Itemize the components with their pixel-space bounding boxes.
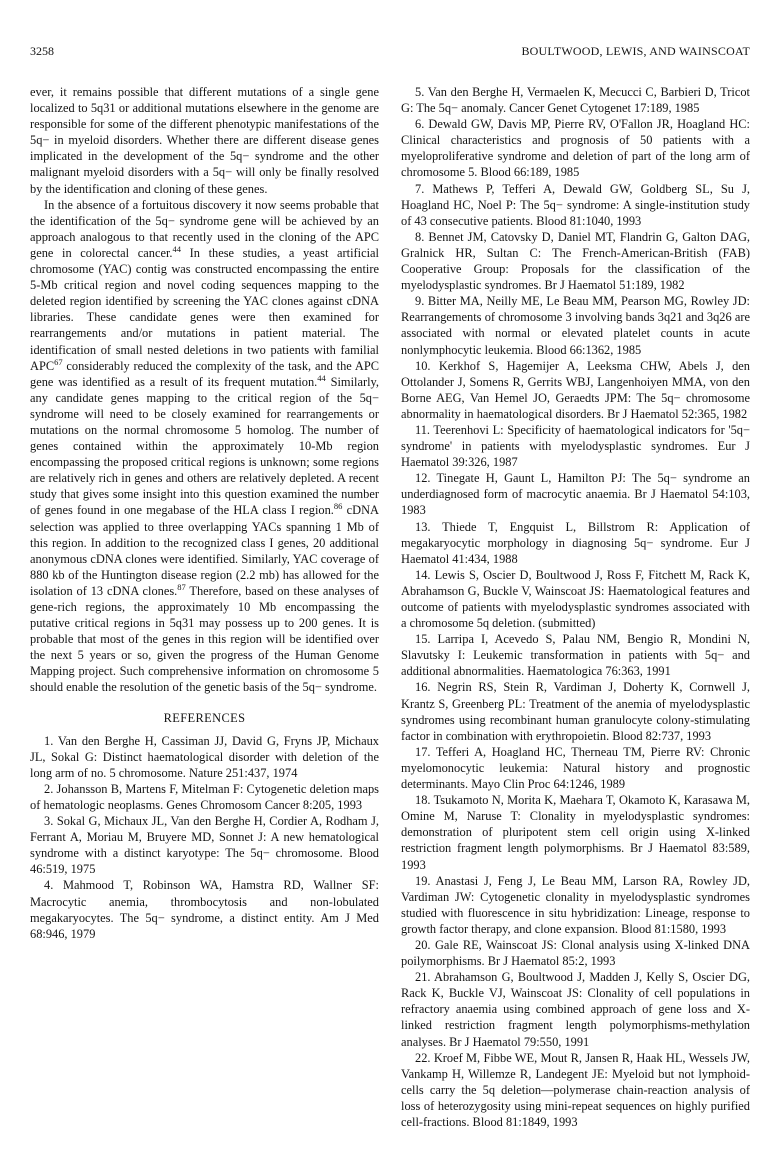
left-column [30,84,379,942]
reference-item: 17. Tefferi A, Hoagland HC, Therneau TM, Pierre RV: Chronic myelomonocytic leukemia: Natural history and prognostic determinants. Mayo Clin Proc 64:1246, 1989 [401,744,750,792]
reference-item: 15. Larripa I, Acevedo S, Palau NM, Bengio R, Mondini N, Slavutsky I: Leukemic transformation in patients with 5q− and additional abnormalities. Haematologica 76:363, 1991 [401,632,750,679]
references-list-right [401,84,750,1130]
citation-superscript: 87 [177,581,186,592]
page-header [30,44,750,58]
reference-item: 22. Kroef M, Fibbe WE, Mout R, Jansen R, Haak HL, Wessels JW, Vankamp H, Willemze R, Landegent JE: Myeloid but not lymphoid-cells carry the 5q deletion—polymerase chain-reaction analysis of loss of heterozygosity using mini-repeat sequences on highly purified cell-fractions. Blood 81:1849, 1993 [401,1050,750,1129]
references-list-left [30,733,379,942]
reference-item: 9. Bitter MA, Neilly ME, Le Beau MM, Pearson MG, Rowley JD: Rearrangements of chromosome 3 involving bands 3q21 and 3q26 are associated with normal or elevated platelet counts in acute nonlymphocytic leukemia. Blood 66:1362, 1985 [401,294,750,357]
reference-item: 2. Johansson B, Martens F, Mitelman F: Cytogenetic deletion maps of hematologic neoplasms. Genes Chromosom Cancer 8:205, 1993 [30,781,379,812]
reference-item: 13. Thiede T, Engquist L, Billstrom R: Application of megakaryocytic morphology in diagnosing 5q− syndrome. Eur J Haematol 41:434, 1988 [401,519,750,566]
reference-item: 10. Kerkhof S, Hagemijer A, Leeksma CHW, Abels J, den Ottolander J, Somens R, Gerrits WBJ, Langenhoiyen MMA, von den Borne AEG, Van Hemel JO, Geraedts JPM: The 5q− chromosome abnormality in haematological disorders. Br J Haematol 52:365, 1982 [401,358,750,421]
paragraph: In the absence of a fortuitous discovery it now seems probable that the identification of the 5q− syndrome gene will be achieved by an approach analogous to that recently used in the cloning of the APC gene in colorectal cancer.$^{44}$ In these studies, a yeast artificial chromosome (YAC) contig was constructed encompassing the entire 5-Mb critical region and novel coding sequences mapping to the deleted region identified by screening the YAC clones against cDNA libraries. These candidate genes were then examined for rearrangements and/or mutations in patient material. The identification of small nested deletions in two patients with familial APC$^{67}$ considerably reduced the complexity of the task, and the APC gene was identified as a result of its frequent mutation.$^{44}$ Similarly, any candidate genes mapping to the critical region of the 5q− syndrome will need to be closely examined for rearrangements or mutations on the normal chromosome 5 homolog. The number of genes contained within the approximately 10-Mb region encompassing the proposed critical regions is unknown; some regions are relatively rich in genes and others are relatively depleted. A recent study that gives some insight into this question examined the number of genes found in one megabase of the HLA class I region.$^{86}$ cDNA selection was applied to three overlapping YACs spanning 1 Mb of this region. In addition to the recognized class I genes, 20 additional anonymous cDNA clones were identified. Similarly, YAC coverage of 880 kb of the Huntington disease region (2.2 mb) has allowed for the isolation of 13 cDNA clones.$^{87}$ Therefore, based on these analyses of gene-rich regions, the approximately 10 Mb encompassing the putative critical regions in 5q31 may possess up to 200 genes. It is probable that most of the genes in this region will be identified over the next 5 years or so, given the progress of the Human Genome Mapping project. Such comprehensive information on chromosome 5 should enable the resolution of the genetic basis of the 5q− syndrome. [30,197,380,695]
reference-item: 16. Negrin RS, Stein R, Vardiman J, Doherty K, Cornwell J, Krantz S, Greenberg PL: Treatment of the anemia of myelodysplastic syndromes using recombinant human granulocyte colony-stimulating factor in combination with erythropoietin. Blood 82:737, 1993 [401,680,750,743]
paragraph: ever, it remains possible that different mutations of a single gene localized to 5q31 or additional mutations elsewhere in the genome are responsible for some of the different phenotypic manifestations of the 5q− in myeloid disorders. Whether there are different disease genes implicated in the development of the 5q− syndrome and the other malignant myeloid disorders with a 5q− will only be finally resolved by the identification and cloning of these genes. [30,85,379,196]
reference-item: 4. Mahmood T, Robinson WA, Hamstra RD, Wallner SF: Macrocytic anemia, thrombocytosis and non-lobulated megakaryocytes. The 5q− syndrome, a distinct entity. Am J Med 68:946, 1979 [30,878,379,941]
reference-item: 19. Anastasi J, Feng J, Le Beau MM, Larson RA, Rowley JD, Vardiman JW: Cytogenetic clonality in myelodysplastic syndromes studied with fluorescence in situ hybridization: Lineage, response to growth factor therapy, and clone expansion. Blood 81:1580, 1993 [401,873,750,936]
right-column [401,84,750,1130]
reference-item: 5. Van den Berghe H, Vermaelen K, Mecucci C, Barbieri D, Tricot G: The 5q− anomaly. Cancer Genet Cytogenet 17:189, 1985 [401,85,750,116]
body-paragraphs [30,84,379,696]
citation-superscript: 44 [317,372,326,383]
reference-item: 8. Bennet JM, Catovsky D, Daniel MT, Flandrin G, Galton DAG, Gralnick HR, Sultan C: The French-American-British (FAB) Cooperative Group: Proposals for the classification of the myelodysplastic syndromes. Br J Haematol 51:189, 1982 [401,229,750,293]
reference-item: 7. Mathews P, Tefferi A, Dewald GW, Goldberg SL, Su J, Hoagland HC, Noel P: The 5q− syndrome: A single-institution study of 43 consecutive patients. Blood 81:1040, 1993 [401,181,750,228]
reference-item: 1. Van den Berghe H, Cassiman JJ, David G, Fryns JP, Michaux JL, Sokal G: Distinct haematological disorder with deletion of the long arm of no. 5 chromosome. Nature 251:437, 1974 [30,733,379,780]
citation-superscript: 86 [333,501,343,512]
reference-item: 11. Teerenhovi L: Specificity of haematological indicators for '5q− syndrome' in patients with myelodysplastic syndromes. Eur J Haematol 39:326, 1987 [401,422,750,470]
two-column-body [30,84,750,1130]
citation-superscript: 44 [172,243,181,254]
reference-item: 21. Abrahamson G, Boultwood J, Madden J, Kelly S, Oscier DG, Rack K, Buckle VJ, Wainscoat JS: Clonality of cell populations in refractory anaemia using combined approach of gene loss and X-linked restriction fragment length polymorphisms-methylation analyses. Br J Haematol 79:550, 1991 [401,970,750,1049]
running-title: BOULTWOOD, LEWIS, AND WAINSCOAT [521,44,750,58]
reference-item: 18. Tsukamoto N, Morita K, Maehara T, Okamoto K, Karasawa M, Omine M, Naruse T: Clonality in myelodysplastic syndromes: demonstration of pluripotent stem cell origin using X-linked restriction fragment length polymorphisms. Br J Haematol 83:589, 1993 [401,793,750,872]
reference-item: 14. Lewis S, Oscier D, Boultwood J, Ross F, Fitchett M, Rack K, Abrahamson G, Buckle V, Wainscoat JS: Haematological features and outcome of patients with myelodysplastic syndromes associated with a chromosome 5q deletion. (submitted) [401,567,750,631]
reference-item: 12. Tinegate H, Gaunt L, Hamilton PJ: The 5q− syndrome an underdiagnosed form of macrocytic anaemia. Br J Haematol 54:103, 1983 [401,471,750,518]
page-number: 3258 [30,44,54,58]
reference-item: 3. Sokal G, Michaux JL, Van den Berghe H, Cordier A, Rodham J, Ferrant A, Moriau M, Bruyere MD, Sonnet J: A new hematological syndrome with a distinct karyotype: The 5q− chromosome. Blood 46:519, 1975 [30,814,379,877]
citation-superscript: 67 [54,356,63,367]
reference-item: 20. Gale RE, Wainscoat JS: Clonal analysis using X-linked DNA poilymorphisms. Br J Haematol 85:2, 1993 [401,937,750,969]
references-heading: REFERENCES [163,710,246,725]
reference-item: 6. Dewald GW, Davis MP, Pierre RV, O'Fallon JR, Hoagland HC: Clinical characteristics and prognosis of 50 patients with a myeloproliferative syndrome and deletion of part of the long arm of chromosome 5. Blood 66:189, 1985 [401,117,750,180]
